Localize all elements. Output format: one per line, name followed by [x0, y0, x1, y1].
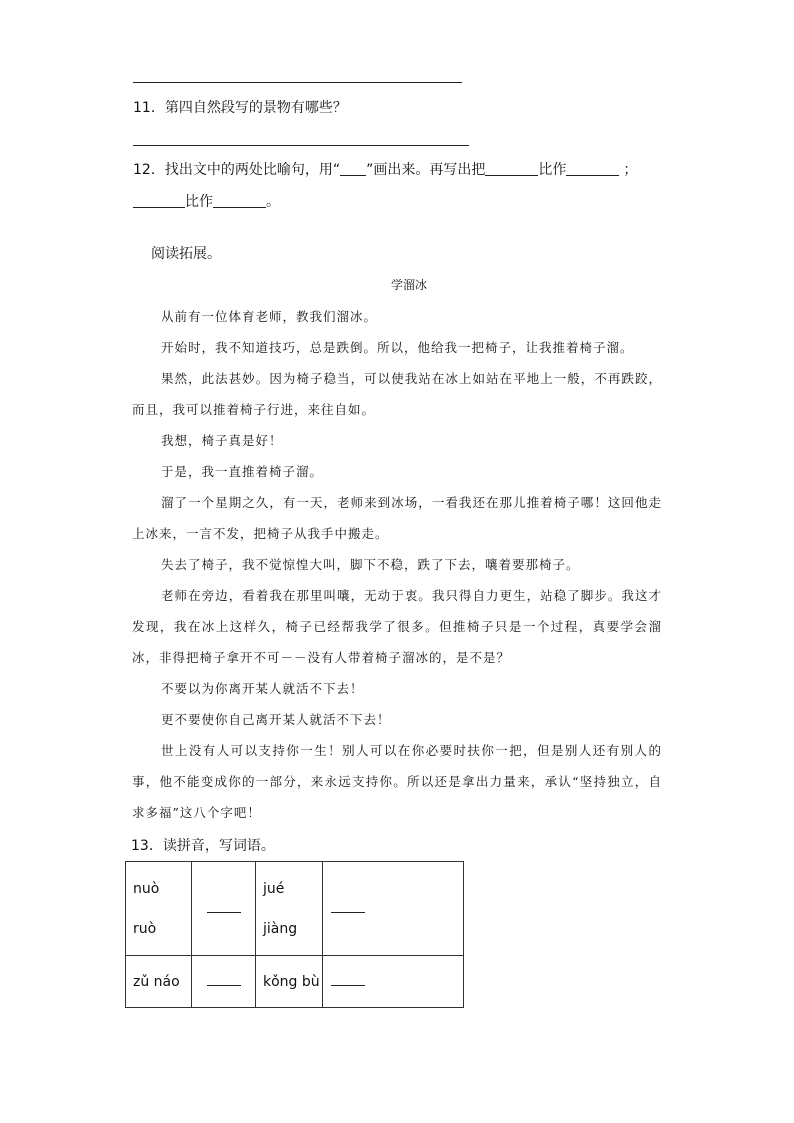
question-12-text-e: 。: [266, 194, 280, 210]
answer-blank-2[interactable]: [566, 161, 619, 176]
question-12-text-b: 画出来。再写出把: [373, 162, 486, 178]
answer-line-q10: [133, 82, 462, 83]
answer-cell-4[interactable]: [323, 956, 464, 1008]
answer-cell-3[interactable]: [192, 956, 256, 1008]
pinyin-table: [125, 861, 464, 1008]
answer-cell-2[interactable]: [323, 862, 464, 956]
question-12-line2: [133, 192, 280, 212]
paragraph-7: 失去了椅子，我不觉惊惶大叫，脚下不稳，跌了下去，嚷着要那椅子。: [161, 557, 580, 572]
question-12-text-c: 比作: [538, 162, 567, 178]
paragraph-10: 更不要使你自己离开某人就活不下去！: [161, 712, 391, 727]
answer-blank-4[interactable]: [213, 193, 266, 208]
answer-blank-kongbu[interactable]: [331, 975, 365, 986]
question-13: [131, 836, 275, 856]
question-11-text: 11．第四自然段写的景物有哪些？: [133, 100, 347, 116]
passage-title-text: 学溜冰: [391, 278, 428, 292]
paragraph-1: 从前有一位体育老师，教我们溜冰。: [161, 309, 378, 324]
pinyin-kongbu: kǒng bù: [263, 973, 320, 990]
question-12-line1: [133, 160, 637, 180]
answer-blank-3[interactable]: [133, 193, 185, 208]
pinyin-zunao: zǔ náo: [133, 973, 180, 990]
section-heading-text: 阅读拓展。: [151, 246, 221, 262]
semicolon: ；: [623, 162, 638, 178]
pinyin-jue: jué: [263, 880, 285, 897]
answer-blank-zunao[interactable]: [207, 975, 241, 986]
quote-close: ”: [366, 162, 374, 178]
paragraph-9: 不要以为你离开某人就活不下去！: [161, 681, 364, 696]
answer-blank-juejiang[interactable]: [331, 902, 365, 913]
paragraph-8: 老师在旁边，看着我在那里叫嚷，无动于衷。我只得自力更生，站稳了脚步。我这才发现，我在冰上这样久，椅子已经帮我学了很多。但推椅子只是一个过程，真要学会溜冰，非得把椅子拿开不可－－没有人带着椅子溜冰的，是不是？: [132, 588, 662, 665]
paragraph-3: 果然，此法甚妙。因为椅子稳当，可以使我站在冰上如站在平地上一般，不再跌跤，而且，我可以推着椅子行进，来往自如。: [132, 371, 662, 417]
question-11: [133, 98, 347, 118]
paragraph-5: 于是，我一直推着椅子溜。: [161, 464, 324, 479]
passage-title: [391, 276, 427, 293]
answer-line-q11: [133, 145, 469, 146]
section-heading: [151, 244, 221, 264]
question-13-text: 13．读拼音，写词语。: [131, 838, 275, 854]
paragraph-4: 我想，椅子真是好！: [161, 433, 283, 448]
paragraph-6: 溜了一个星期之久，有一天，老师来到冰场，一看我还在那儿推着椅子哪！这回他走上冰来，一言不发，把椅子从我手中搬走。: [132, 495, 662, 541]
answer-blank-1[interactable]: [485, 161, 538, 176]
pinyin-ruo: ruò: [133, 920, 157, 937]
pinyin-cell-1: [126, 862, 192, 956]
pinyin-nuo: nuò: [133, 880, 160, 897]
pinyin-cell-4: [256, 956, 323, 1008]
pinyin-jiang: jiàng: [263, 920, 298, 937]
question-12-text-a: 12．找出文中的两处比喻句，用: [133, 162, 333, 178]
paragraph-11: 世上没有人可以支持你一生！别人可以在你必要时扶你一把，但是别人还有别人的事，他不能变成你的一部分，来永远支持你。所以还是拿出力量来，承认“坚持独立，自求多福”这八个字吧！: [132, 743, 662, 820]
quote-open: “: [332, 162, 341, 178]
question-12-text-d: 比作: [185, 194, 213, 210]
pinyin-cell-2: [256, 862, 323, 956]
underline-mark-sample: [340, 161, 366, 176]
pinyin-cell-3: [126, 956, 192, 1008]
answer-cell-1[interactable]: [192, 862, 256, 956]
answer-blank-nuoruo[interactable]: [207, 902, 241, 913]
paragraph-2: 开始时，我不知道技巧，总是跌倒。所以，他给我一把椅子，让我推着椅子溜。: [161, 340, 634, 355]
